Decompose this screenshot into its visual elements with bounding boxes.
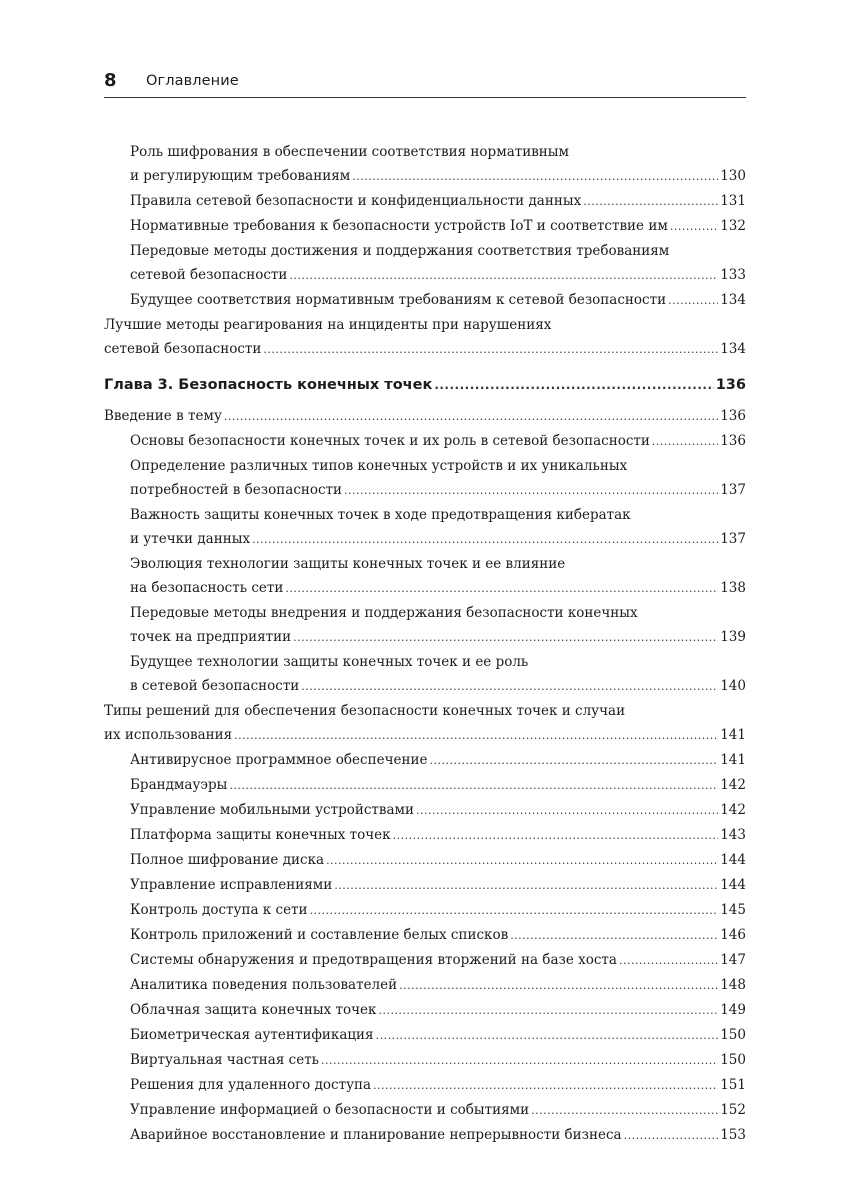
toc-entry-title-line: Передовые методы достижения и поддержания соответствия требованиям — [130, 243, 670, 259]
toc-page-number: 148 — [720, 977, 746, 993]
dot-leader — [289, 263, 718, 288]
dot-leader — [429, 748, 718, 773]
toc-entry — [104, 748, 746, 773]
toc-entry-title-line: Аналитика поведения пользователей — [130, 977, 398, 993]
toc-entry-leader-row — [104, 372, 746, 398]
toc-entry — [104, 404, 746, 429]
toc-entry-leader-row — [130, 948, 746, 973]
toc-entry-title-line: Брандмауэры — [130, 777, 228, 793]
toc-entry — [104, 288, 746, 313]
toc-entry — [104, 923, 746, 948]
toc-entry — [104, 699, 746, 748]
dot-leader — [624, 1123, 719, 1148]
toc-entry-leader-row — [130, 625, 746, 650]
toc-entry-leader-row — [130, 478, 746, 503]
toc-entry — [104, 823, 746, 848]
toc-page-number: 131 — [720, 193, 746, 209]
toc-entry-title-line: Системы обнаружения и предотвращения вторжений на базе хоста — [130, 952, 617, 968]
toc-page-number: 149 — [720, 1002, 746, 1018]
toc-entry-title-line: Передовые методы внедрения и поддержания безопасности конечных — [130, 605, 638, 621]
toc-page-number: 146 — [720, 927, 746, 943]
dot-leader — [378, 998, 718, 1023]
dot-leader — [352, 164, 718, 189]
toc-entry-title-line: на безопасность сети — [130, 580, 284, 596]
toc-page-number: 153 — [720, 1127, 746, 1143]
toc-entry-title-line: Основы безопасности конечных точек и их роль в сетевой безопасности — [130, 433, 650, 449]
toc-entry-title-line: Будущее соответствия нормативным требованиям к сетевой безопасности — [130, 292, 667, 308]
toc-entry-title-line: Нормативные требования к безопасности устройств IoT и соответствие им — [130, 218, 668, 234]
dot-leader — [344, 478, 718, 503]
toc-entry — [104, 650, 746, 699]
header-rule — [104, 97, 746, 98]
toc-entry-title-line: Управление мобильными устройствами — [130, 802, 415, 818]
dot-leader — [321, 1048, 718, 1073]
toc-page-number: 140 — [720, 678, 746, 694]
toc-entry-title-line: Облачная защита конечных точек — [130, 1002, 377, 1018]
toc-page-number: 142 — [720, 777, 746, 793]
dot-leader — [252, 527, 718, 552]
toc-page-number: 139 — [720, 629, 746, 645]
toc-page-number: 143 — [720, 827, 746, 843]
toc-entry-title-line: Важность защиты конечных точек в ходе предотвращения кибератак — [130, 507, 631, 523]
toc-page-number: 141 — [720, 752, 746, 768]
dot-leader — [416, 798, 718, 823]
toc-page-number: 145 — [720, 902, 746, 918]
toc-entry-title-line: Глава 3. Безопасность конечных точек — [104, 377, 433, 393]
toc-entry-title-line: Введение в тему — [104, 408, 222, 424]
toc-entry-leader-row — [130, 973, 746, 998]
toc-entry — [104, 1123, 746, 1148]
toc-entry-title-line: Роль шифрования в обеспечении соответствия нормативным — [130, 144, 570, 160]
dot-leader — [652, 429, 718, 454]
toc-page-number: 137 — [720, 531, 746, 547]
toc-entry — [104, 189, 746, 214]
toc-entry — [104, 1023, 746, 1048]
dot-leader — [310, 898, 719, 923]
toc-entry-leader-row — [130, 1023, 746, 1048]
toc-entry-leader-row — [130, 823, 746, 848]
dot-leader — [301, 674, 718, 699]
toc-page-number: 151 — [720, 1077, 746, 1093]
toc-entry-title-line: Платформа защиты конечных точек — [130, 827, 391, 843]
toc-entry-leader-row — [130, 1098, 746, 1123]
toc-entry — [104, 848, 746, 873]
toc-entry-leader-row — [130, 748, 746, 773]
toc-entry-leader-row — [130, 674, 746, 699]
toc-entry-title-line: потребностей в безопасности — [130, 482, 343, 498]
dot-leader — [326, 848, 718, 873]
toc-entry-leader-row — [130, 429, 746, 454]
running-head — [104, 68, 746, 98]
dot-leader — [619, 948, 718, 973]
dot-leader — [285, 576, 718, 601]
toc-entry-title-line: в сетевой безопасности — [130, 678, 300, 694]
toc-entry-leader-row — [130, 1073, 746, 1098]
toc-entry-leader-row — [130, 898, 746, 923]
toc-entry-leader-row — [130, 189, 746, 214]
toc-entry-leader-row — [130, 1048, 746, 1073]
toc-page-number: 150 — [720, 1027, 746, 1043]
dot-leader — [399, 973, 718, 998]
toc-entry-title-line: и регулирующим требованиям — [130, 168, 351, 184]
dot-leader — [334, 873, 718, 898]
dot-leader — [393, 823, 719, 848]
dot-leader — [373, 1073, 718, 1098]
toc-entry — [104, 948, 746, 973]
toc-entry — [104, 973, 746, 998]
toc-entry-leader-row — [104, 404, 746, 429]
toc-entry-title-line: Определение различных типов конечных устройств и их уникальных — [130, 458, 628, 474]
dot-leader — [670, 214, 718, 239]
toc-entry — [104, 601, 746, 650]
toc-entry-leader-row — [130, 263, 746, 288]
toc-entry-title-line: Эволюция технологии защиты конечных точек и ее влияние — [130, 556, 566, 572]
toc-entry-leader-row — [104, 723, 746, 748]
toc-entry-title-line: точек на предприятии — [130, 629, 292, 645]
toc-entry — [104, 454, 746, 503]
toc-entry-leader-row — [130, 923, 746, 948]
toc-entry — [104, 798, 746, 823]
toc-entry-title-line: Решения для удаленного доступа — [130, 1077, 372, 1093]
toc-entry-leader-row — [130, 527, 746, 552]
toc-entry-leader-row — [130, 798, 746, 823]
toc-entry — [104, 239, 746, 288]
dot-leader — [224, 404, 718, 429]
toc-entry-leader-row — [104, 337, 746, 362]
toc-entry-title-line: Лучшие методы реагирования на инциденты при нарушениях — [104, 317, 552, 333]
toc-page-number: 152 — [720, 1102, 746, 1118]
toc-entry — [104, 429, 746, 454]
section-title: Оглавление — [146, 73, 239, 89]
dot-leader — [668, 288, 718, 313]
toc-entry-title-line: сетевой безопасности — [104, 341, 262, 357]
dot-leader — [376, 1023, 719, 1048]
toc-page-number: 136 — [720, 433, 746, 449]
toc-entry — [104, 1073, 746, 1098]
table-of-contents — [104, 140, 746, 1148]
toc-entry — [104, 140, 746, 189]
toc-page-number: 133 — [720, 267, 746, 283]
toc-entry-title-line: Аварийное восстановление и планирование непрерывности бизнеса — [130, 1127, 622, 1143]
toc-page-number: 147 — [720, 952, 746, 968]
toc-entry-title-line: Управление информацией о безопасности и событиями — [130, 1102, 530, 1118]
toc-entry-title-line: их использования — [104, 727, 233, 743]
dot-leader — [293, 625, 718, 650]
toc-entry — [104, 503, 746, 552]
toc-entry — [104, 214, 746, 239]
toc-entry-leader-row — [130, 848, 746, 873]
toc-entry-title-line: Биометрическая аутентификация — [130, 1027, 374, 1043]
dot-leader — [229, 773, 718, 798]
toc-chapter-entry — [104, 372, 746, 398]
toc-entry-title-line: сетевой безопасности — [130, 267, 288, 283]
toc-entry — [104, 1048, 746, 1073]
toc-entry-leader-row — [130, 998, 746, 1023]
toc-entry-title-line: Виртуальная частная сеть — [130, 1052, 320, 1068]
toc-entry-leader-row — [130, 576, 746, 601]
toc-entry-title-line: Антивирусное программное обеспечение — [130, 752, 428, 768]
toc-entry-title-line: Правила сетевой безопасности и конфиденциальности данных — [130, 193, 582, 209]
toc-entry — [104, 773, 746, 798]
toc-page-number: 144 — [720, 877, 746, 893]
toc-page-number: 141 — [720, 727, 746, 743]
toc-page-number: 150 — [720, 1052, 746, 1068]
toc-page-number: 136 — [720, 408, 746, 424]
toc-entry-leader-row — [130, 214, 746, 239]
toc-entry — [104, 552, 746, 601]
toc-entry-leader-row — [130, 873, 746, 898]
toc-entry — [104, 898, 746, 923]
toc-page-number: 132 — [720, 218, 746, 234]
toc-entry-title-line: Полное шифрование диска — [130, 852, 325, 868]
dot-leader — [531, 1098, 718, 1123]
toc-entry-title-line: Управление исправлениями — [130, 877, 333, 893]
toc-entry-title-line: Контроль доступа к сети — [130, 902, 308, 918]
toc-entry-leader-row — [130, 288, 746, 313]
toc-entry — [104, 998, 746, 1023]
page-number: 8 — [104, 70, 117, 91]
toc-entry-leader-row — [130, 164, 746, 189]
toc-entry-leader-row — [130, 773, 746, 798]
toc-entry — [104, 313, 746, 362]
toc-page-number: 130 — [720, 168, 746, 184]
dot-leader — [434, 372, 713, 398]
dot-leader — [510, 923, 718, 948]
toc-page-number: 134 — [720, 292, 746, 308]
toc-page-number: 138 — [720, 580, 746, 596]
toc-entry-title-line: Типы решений для обеспечения безопасности конечных точек и случаи — [104, 703, 626, 719]
toc-entry — [104, 873, 746, 898]
toc-page-number: 142 — [720, 802, 746, 818]
toc-entry-title-line: Контроль приложений и составление белых списков — [130, 927, 509, 943]
toc-entry-title-line: и утечки данных — [130, 531, 251, 547]
toc-page-number: 137 — [720, 482, 746, 498]
toc-page-number: 144 — [720, 852, 746, 868]
dot-leader — [263, 337, 718, 362]
toc-page-number: 134 — [720, 341, 746, 357]
toc-entry-title-line: Будущее технологии защиты конечных точек и ее роль — [130, 654, 529, 670]
toc-page-number: 136 — [715, 377, 746, 393]
dot-leader — [234, 723, 718, 748]
toc-entry-leader-row — [130, 1123, 746, 1148]
dot-leader — [583, 189, 718, 214]
toc-entry — [104, 1098, 746, 1123]
